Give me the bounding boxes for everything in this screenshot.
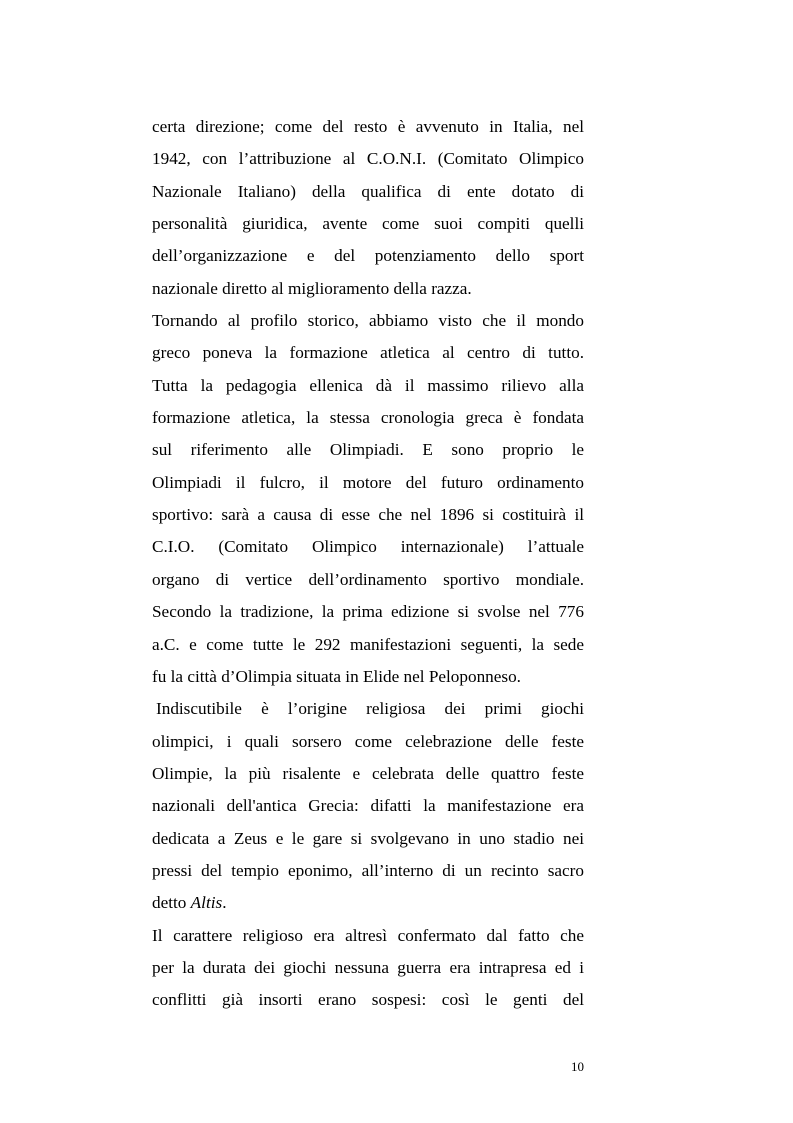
italic-term: Altis: [190, 893, 223, 913]
text-line: a.C. e come tutte le 292 manifestazioni seguenti, la sede: [152, 634, 584, 654]
text-line: Indiscutibile è l’origine religiosa dei primi giochi: [156, 699, 584, 719]
text-line-tail: .: [222, 893, 227, 913]
paragraph: [152, 920, 584, 1017]
text-line: greco poneva la formazione atletica al centro di tutto.: [152, 343, 584, 363]
text-line: formazione atletica, la stessa cronologia greca è fondata: [152, 408, 584, 428]
text-line: sportivo: sarà a causa di esse che nel 1896 si costituirà il: [152, 505, 584, 525]
text-line: Il carattere religioso era altresì confermato dal fatto che: [152, 925, 584, 945]
text-line-lead: detto: [152, 893, 191, 913]
text-line: certa direzione; come del resto è avvenuto in Italia, nel: [152, 117, 584, 136]
text-line: per la durata dei giochi nessuna guerra era intrapresa ed i: [152, 957, 584, 977]
text-line: dedicata a Zeus e le gare si svolgevano in uno stadio nei: [152, 828, 584, 848]
text-line: Olimpiadi il fulcro, il motore del futuro ordinamento: [152, 472, 584, 492]
text-line: Tutta la pedagogia ellenica dà il massimo rilievo alla: [152, 375, 584, 395]
text-line: organo di vertice dell’ordinamento sportivo mondiale.: [152, 569, 584, 589]
paragraph: [152, 693, 584, 919]
text-line: nazionali dell'antica Grecia: difatti la manifestazione era: [152, 796, 584, 816]
paragraph: [152, 305, 584, 693]
text-line: Olimpie, la più risalente e celebrata delle quattro feste: [152, 763, 584, 783]
text-line: C.I.O. (Comitato Olimpico internazionale) l’attuale: [152, 537, 584, 557]
text-line: personalità giuridica, avente come suoi compiti quelli: [152, 214, 584, 234]
text-line: olimpici, i quali sorsero come celebrazione delle feste: [152, 731, 584, 751]
text-line: conflitti già insorti erano sospesi: così le genti del: [152, 990, 584, 1010]
text-line: Nazionale Italiano) della qualifica di ente dotato di: [152, 181, 584, 201]
text-line: dell’organizzazione e del potenziamento dello sport: [152, 246, 584, 266]
text-line: pressi del tempio eponimo, all’interno di un recinto sacro: [152, 860, 584, 880]
text-line: Tornando al profilo storico, abbiamo visto che il mondo: [152, 311, 584, 331]
body-text: [152, 111, 584, 1017]
text-line: sul riferimento alle Olimpiadi. E sono proprio le: [152, 440, 584, 460]
text-line: Secondo la tradizione, la prima edizione si svolse nel 776: [152, 602, 584, 622]
text-line: 1942, con l’attribuzione al C.O.N.I. (Comitato Olimpico: [152, 149, 584, 169]
page-number: 10: [571, 1059, 584, 1074]
paragraph: [152, 111, 584, 305]
text-line: [152, 887, 584, 919]
text-line: fu la città d’Olimpia situata in Elide nel Peloponneso.: [152, 666, 521, 686]
text-line: nazionale diretto al miglioramento della razza.: [152, 278, 472, 298]
